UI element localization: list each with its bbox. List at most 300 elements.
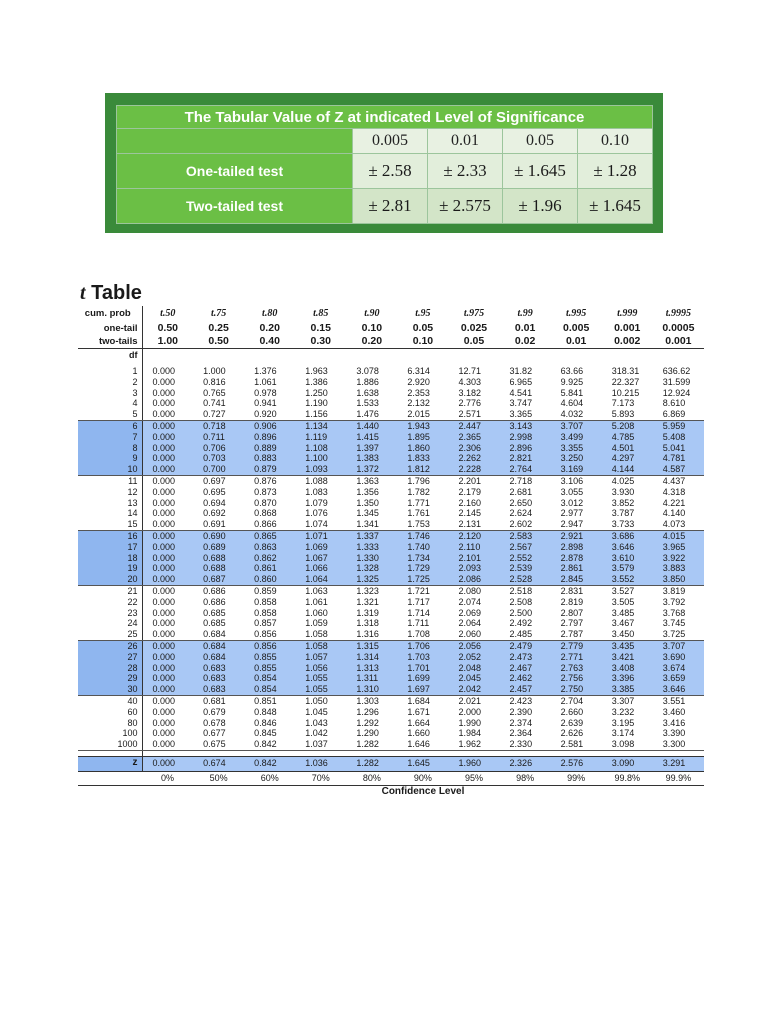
critical-value: 0.889 [244,443,295,454]
critical-value: 3.690 [653,652,704,663]
critical-value: 1.711 [407,618,430,629]
critical-value: 3.922 [653,553,704,564]
critical-value: 0.689 [193,542,244,553]
critical-value: 3.527 [611,585,635,596]
critical-value: 0.000 [152,618,176,629]
df-value: 15 [78,519,142,530]
critical-value: 0.873 [254,486,277,497]
df-value: 17 [78,542,142,553]
one-tail-value: 0.25 [208,322,229,334]
table-row [78,388,704,399]
critical-value: 1.059 [305,618,328,629]
critical-value: 3.646 [602,542,653,553]
critical-value: 1.372 [346,464,397,475]
df-value: 60 [78,707,142,718]
critical-value: 3.416 [662,717,686,728]
table-row [78,432,704,443]
critical-value: 2.447 [448,420,499,431]
z-label: z [78,756,142,771]
df-value: 16 [78,530,142,541]
critical-value: 0.727 [193,409,244,420]
critical-value: 2.921 [551,530,602,541]
critical-value: 3.674 [653,663,704,674]
df-value: 4 [78,398,142,409]
critical-value: 1.706 [397,640,448,651]
critical-value: 1.476 [346,409,397,420]
critical-value: 0.000 [142,443,193,454]
critical-value: 0.848 [254,706,277,717]
critical-value: 1.895 [397,432,448,443]
critical-value: 3.551 [662,695,686,706]
critical-value: 0.741 [203,398,226,409]
critical-value: 2.681 [509,486,533,497]
t-symbol: t.975 [463,307,485,319]
table-row [78,618,704,629]
two-tails-label: two-tails [78,335,142,349]
z-critical-value: 1.960 [448,756,499,771]
confidence-value: 99.9% [653,771,704,785]
critical-value: 5.208 [602,420,653,431]
critical-value: 0.000 [142,530,193,541]
table-row [78,728,704,739]
critical-value: 3.098 [602,739,653,750]
one-tail-value: 0.50 [157,322,178,334]
critical-value: 6.314 [407,366,430,376]
one-tail-value: 0.005 [563,322,590,334]
critical-value: 2.639 [560,717,584,728]
z-table [116,105,653,224]
critical-value: 0.860 [244,574,295,585]
table-row [78,487,704,498]
critical-value: 1.296 [356,706,379,717]
critical-value: 3.169 [551,464,602,475]
critical-value: 0.000 [142,640,193,651]
critical-value: 4.032 [551,409,602,420]
critical-value: 1.319 [356,607,379,618]
critical-value: 636.62 [662,366,691,376]
critical-value: 0.000 [142,684,193,695]
critical-value: 1.990 [458,717,481,728]
critical-value: 1.079 [305,497,328,508]
critical-value: 3.307 [611,695,635,706]
t-symbol: t.95 [415,307,431,319]
critical-value: 3.499 [551,432,602,443]
critical-value: 2.977 [560,508,584,519]
two-tails-value: 0.10 [397,335,448,349]
critical-value: 0.684 [193,629,244,640]
cum-prob-label: cum. prob [78,306,142,322]
critical-value: 1.963 [305,366,328,376]
critical-value: 3.365 [500,409,551,420]
critical-value: 1.714 [407,607,430,618]
df-value: 26 [78,640,142,651]
critical-value: 4.785 [602,432,653,443]
critical-value: 0.859 [254,585,277,596]
df-spacer [653,349,704,362]
critical-value: 0.854 [244,684,295,695]
confidence-blank [78,771,142,785]
critical-value: 0.683 [193,663,244,674]
critical-value: 1.671 [407,706,430,717]
df-value: 6 [78,420,142,431]
critical-value: 3.965 [653,542,704,553]
critical-value: 0.845 [254,728,277,739]
critical-value: 1.753 [397,519,448,530]
critical-value: 2.831 [560,585,584,596]
critical-value: 1.363 [356,475,379,486]
critical-value: 0.906 [244,420,295,431]
one-tail-value: 0.01 [514,322,536,334]
critical-value: 2.132 [407,398,430,409]
critical-value: 2.898 [551,542,602,553]
critical-value: 1.315 [346,640,397,651]
critical-value: 3.078 [356,366,379,376]
critical-value: 4.587 [653,464,704,475]
z-critical-value: 3.090 [602,756,653,771]
table-row [78,608,704,619]
critical-value: 1.328 [346,563,397,574]
critical-value: 1.397 [346,443,397,454]
critical-value: 3.300 [653,739,704,750]
critical-value: 0.000 [142,652,193,663]
critical-value: 0.685 [203,618,226,629]
critical-value: 4.140 [662,508,686,519]
critical-value: 2.500 [509,607,533,618]
critical-value: 1.717 [407,596,430,607]
critical-value: 0.000 [142,739,193,750]
critical-value: 1.282 [346,739,397,750]
critical-value: 1.100 [295,453,346,464]
z-critical-value: 1.036 [295,756,346,771]
critical-value: 0.854 [244,673,295,684]
z-row-label-one-tailed: One-tailed test [117,154,353,189]
critical-value: 0.000 [152,717,176,728]
critical-value: 2.602 [500,519,551,530]
critical-value: 1.341 [346,519,397,530]
critical-value: 1.746 [397,530,448,541]
critical-value: 0.855 [244,663,295,674]
critical-value: 2.457 [500,684,551,695]
z-critical-value: 2.326 [500,756,551,771]
critical-value: 3.450 [602,629,653,640]
critical-value: 2.145 [458,508,481,519]
critical-value: 0.694 [203,497,226,508]
critical-value: 3.883 [653,563,704,574]
critical-value: 0.688 [193,553,244,564]
critical-value: 4.015 [653,530,704,541]
t-title-italic: t [80,282,86,304]
critical-value: 1.386 [305,376,328,387]
critical-value: 3.182 [458,387,481,398]
z-value: ± 1.645 [578,189,653,224]
critical-value: 0.862 [244,553,295,564]
critical-value: 0.879 [244,464,295,475]
critical-value: 2.624 [509,508,533,519]
critical-value: 2.045 [448,673,499,684]
df-value: 29 [78,673,142,684]
critical-value: 0.000 [142,464,193,475]
one-tail-value: 0.10 [361,322,383,334]
z-critical-value: 3.291 [653,756,704,771]
critical-value: 1.660 [407,728,430,739]
critical-value: 5.841 [560,387,584,398]
z-level-1: 0.01 [428,129,503,154]
critical-value: 0.000 [142,553,193,564]
critical-value: 1.962 [448,739,499,750]
critical-value: 2.528 [500,574,551,585]
critical-value: 0.000 [142,663,193,674]
df-spacer [500,349,551,362]
critical-value: 0.000 [142,409,193,420]
z-value: ± 1.96 [503,189,578,224]
table-row [78,530,704,541]
critical-value: 1.699 [397,673,448,684]
z-critical-value: 0.842 [244,756,295,771]
critical-value: 2.920 [407,376,430,387]
critical-value: 1.984 [458,728,481,739]
critical-value: 2.776 [458,398,481,409]
critical-value: 2.998 [500,432,551,443]
critical-value: 0.685 [203,607,226,618]
critical-value: 2.539 [500,563,551,574]
critical-value: 0.000 [152,475,176,486]
critical-value: 2.086 [448,574,499,585]
t-symbol: t.80 [262,307,278,319]
df-label: df [78,349,142,362]
critical-value: 1.708 [397,629,448,640]
critical-value: 1.064 [295,574,346,585]
critical-value: 2.704 [560,695,584,706]
critical-value: 1.250 [305,387,328,398]
critical-value: 3.143 [500,420,551,431]
critical-value: 2.374 [509,717,533,728]
z-value: ± 2.575 [428,189,503,224]
critical-value: 1.061 [254,376,277,387]
critical-value: 4.604 [560,398,584,409]
one-tail-value: 0.20 [259,322,280,334]
critical-value: 3.733 [602,519,653,530]
critical-value: 2.365 [448,432,499,443]
df-value: 9 [78,453,142,464]
df-value: 20 [78,574,142,585]
critical-value: 1.330 [346,553,397,564]
critical-value: 1.290 [356,728,379,739]
critical-value: 2.845 [551,574,602,585]
df-value: 1 [78,366,142,377]
critical-value: 0.868 [254,508,277,519]
critical-value: 3.390 [662,728,686,739]
critical-value: 0.691 [193,519,244,530]
critical-value: 2.364 [509,728,533,739]
critical-value: 0.688 [193,563,244,574]
critical-value: 2.131 [448,519,499,530]
table-row [78,542,704,553]
critical-value: 0.000 [142,673,193,684]
critical-value: 5.893 [602,409,653,420]
critical-value: 2.160 [458,497,481,508]
critical-value: 1.701 [397,663,448,674]
critical-value: 4.144 [602,464,653,475]
critical-value: 0.686 [203,585,226,596]
critical-value: 3.745 [662,618,686,629]
critical-value: 3.250 [551,453,602,464]
t-symbol: t.9995 [665,307,692,319]
z-critical-value: 1.282 [346,756,397,771]
critical-value: 2.861 [551,563,602,574]
critical-value: 0.683 [193,684,244,695]
df-value: 5 [78,409,142,420]
critical-value: 0.000 [152,398,176,409]
one-tail-value: 0.001 [614,322,641,334]
critical-value: 1.310 [346,684,397,695]
confidence-label-row [78,785,704,800]
critical-value: 3.408 [602,663,653,674]
critical-value: 2.650 [509,497,533,508]
critical-value: 1.734 [397,553,448,564]
table-row [78,366,704,377]
critical-value: 1.190 [305,398,328,409]
critical-value: 0.692 [203,508,226,519]
critical-value: 3.725 [653,629,704,640]
critical-value: 31.82 [509,366,533,376]
critical-value: 0.695 [203,486,226,497]
table-row [78,519,704,530]
z-critical-value: 0.674 [193,756,244,771]
one-tail-value: 0.05 [412,322,434,334]
table-row [78,563,704,574]
critical-value: 2.042 [448,684,499,695]
critical-value: 1.638 [356,387,379,398]
critical-value: 1.069 [295,542,346,553]
critical-value: 1.108 [295,443,346,454]
z-critical-value: 2.576 [551,756,602,771]
critical-value: 0.684 [193,652,244,663]
t-table [78,306,704,800]
critical-value: 2.896 [500,443,551,454]
critical-value: 3.012 [560,497,584,508]
critical-value: 3.106 [560,475,584,486]
z-critical-value: 1.645 [397,756,448,771]
critical-value: 2.567 [500,542,551,553]
critical-value: 12.924 [662,387,691,398]
critical-value: 4.221 [662,497,686,508]
critical-value: 2.473 [500,652,551,663]
critical-value: 1.000 [203,366,226,376]
critical-value: 3.055 [560,486,584,497]
critical-value: 0.883 [244,453,295,464]
critical-value: 0.000 [152,497,176,508]
critical-value: 1.415 [346,432,397,443]
critical-value: 1.697 [397,684,448,695]
critical-value: 2.947 [551,519,602,530]
critical-value: 10.215 [611,387,640,398]
df-value: 3 [78,388,142,399]
critical-value: 1.440 [346,420,397,431]
confidence-value: 70% [295,771,346,785]
critical-value: 1.323 [356,585,379,596]
t-symbol: t.99 [517,307,533,319]
critical-value: 2.060 [448,629,499,640]
critical-value: 0.000 [152,376,176,387]
table-row [78,475,704,486]
critical-value: 1.943 [397,420,448,431]
table-row [78,663,704,674]
critical-value: 0.677 [203,728,226,739]
critical-value: 4.318 [662,486,686,497]
df-value: 80 [78,718,142,729]
critical-value: 2.080 [458,585,481,596]
critical-value: 1.066 [295,563,346,574]
critical-value: 1.321 [356,596,379,607]
critical-value: 4.025 [611,475,635,486]
two-tails-value: 0.002 [602,335,653,349]
critical-value: 2.048 [448,663,499,674]
critical-value: 4.303 [458,376,481,387]
critical-value: 2.583 [500,530,551,541]
one-tail-value: 0.025 [460,322,488,334]
table-row [78,453,704,464]
critical-value: 22.327 [611,376,640,387]
table-row [78,574,704,585]
critical-value: 3.485 [611,607,635,618]
critical-value: 31.599 [662,376,691,387]
critical-value: 0.858 [254,596,277,607]
df-header-row [78,349,704,362]
critical-value: 1.063 [305,585,328,596]
critical-value: 2.056 [448,640,499,651]
critical-value: 2.821 [500,453,551,464]
critical-value: 3.747 [509,398,533,409]
critical-value: 0.941 [254,398,277,409]
critical-value: 3.787 [611,508,635,519]
table-row [78,443,704,454]
critical-value: 1.316 [346,629,397,640]
critical-value: 0.896 [244,432,295,443]
critical-value: 0.000 [152,366,176,376]
critical-value: 2.779 [551,640,602,651]
critical-value: 1.071 [295,530,346,541]
critical-value: 2.262 [448,453,499,464]
z-value: ± 2.81 [353,189,428,224]
critical-value: 5.959 [653,420,704,431]
z-level-0: 0.005 [353,129,428,154]
critical-value: 1.037 [295,739,346,750]
df-value: 12 [78,487,142,498]
critical-value: 318.31 [611,366,640,376]
z-row-label-two-tailed: Two-tailed test [117,189,353,224]
critical-value: 0.000 [152,387,176,398]
critical-value: 2.306 [448,443,499,454]
critical-value: 3.579 [602,563,653,574]
critical-value: 1.061 [305,596,328,607]
z-row [78,756,704,771]
z-value: ± 1.645 [503,154,578,189]
df-value: 21 [78,585,142,596]
one-tail-row [78,322,704,335]
critical-value: 3.850 [653,574,704,585]
z-table-title: The Tabular Value of Z at indicated Level of Significance [117,106,653,129]
confidence-blank [78,785,142,800]
df-value: 7 [78,432,142,443]
critical-value: 0.000 [152,486,176,497]
critical-value: 5.408 [653,432,704,443]
z-level-3: 0.10 [578,129,653,154]
critical-value: 2.479 [500,640,551,651]
critical-value: 1.333 [346,542,397,553]
critical-value: 0.000 [142,519,193,530]
z-table-panel [105,93,663,233]
critical-value: 1.156 [295,409,346,420]
